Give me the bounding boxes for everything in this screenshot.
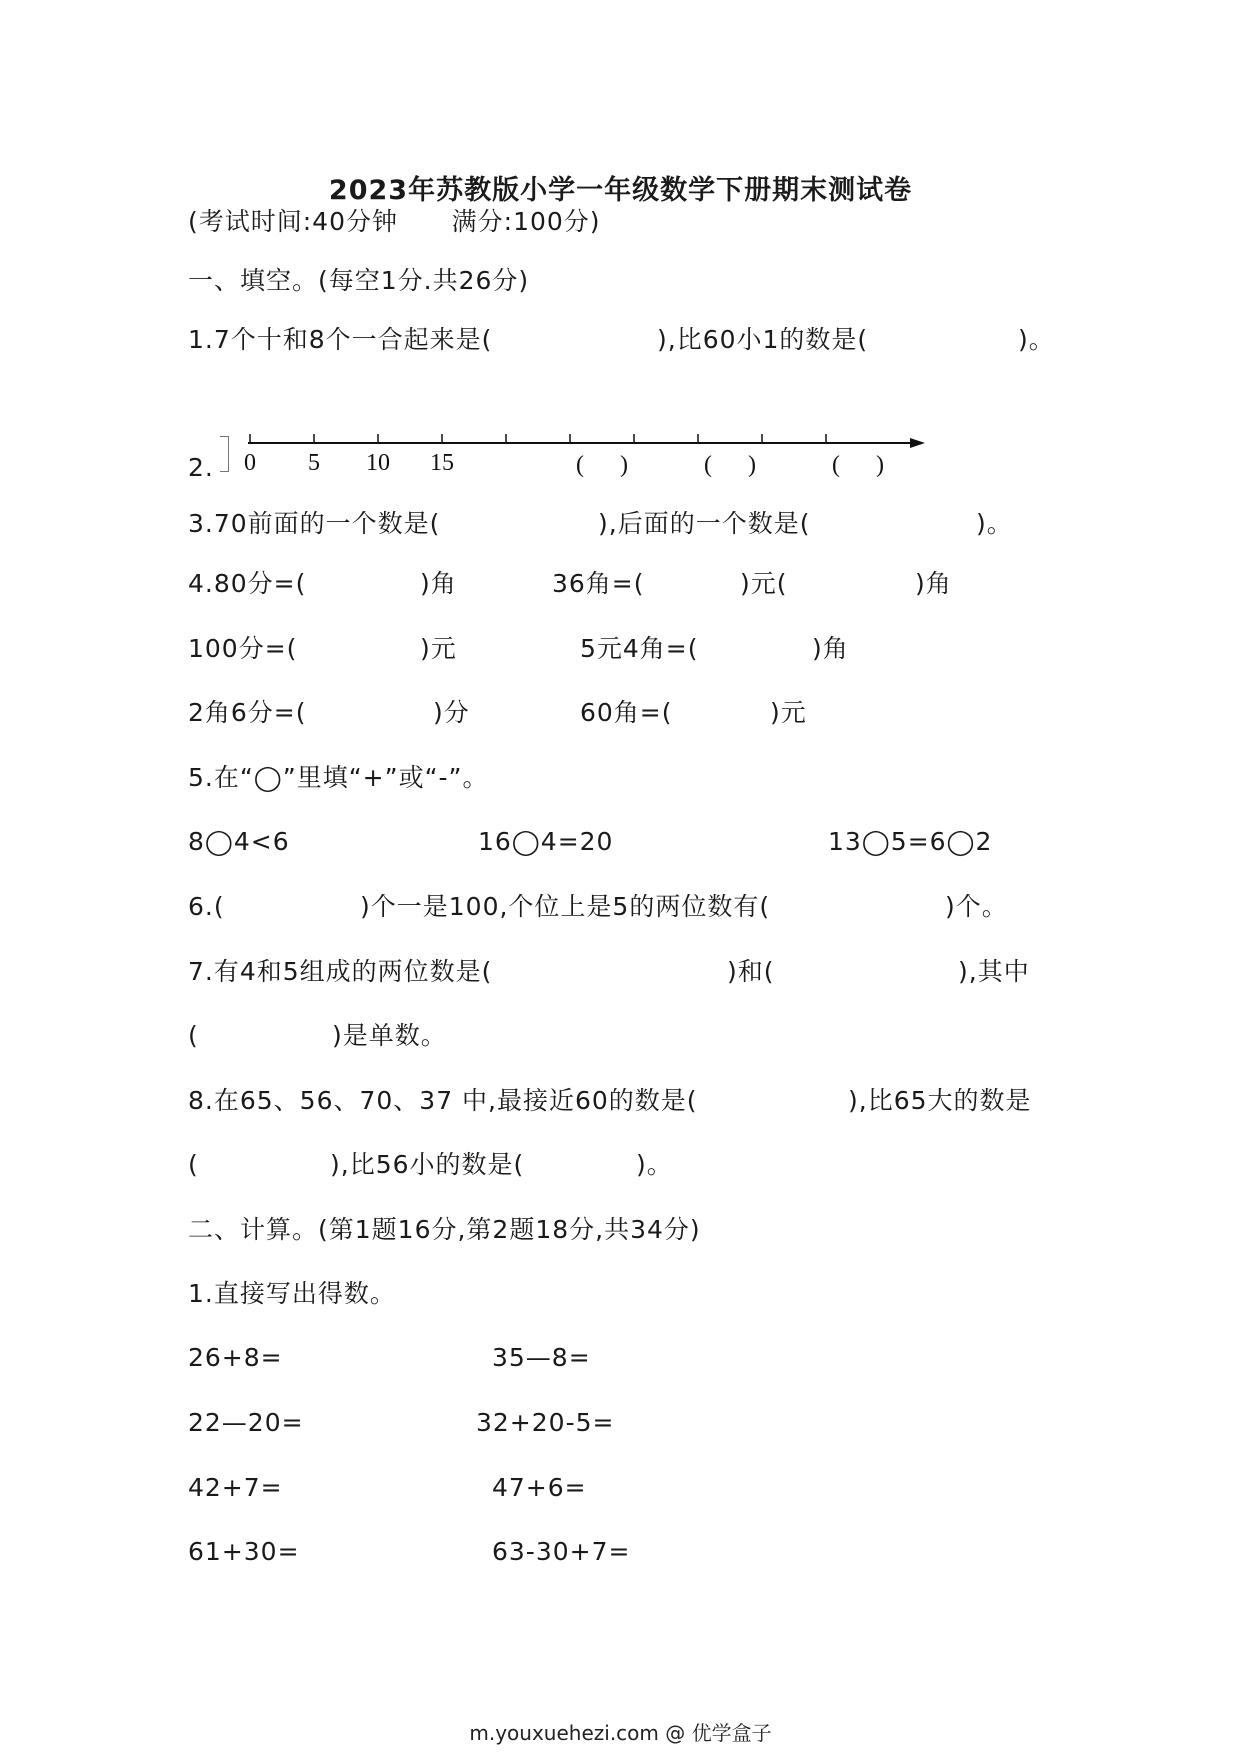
calc-item: 47+6= xyxy=(492,1473,587,1502)
question-1-part-b: ),比60小1的数是( xyxy=(657,325,869,354)
question-4-row3-a: 2角6分=( xyxy=(188,698,307,727)
tick-label-5: 5 xyxy=(308,450,320,476)
calc-intro: 1.直接写出得数。 xyxy=(188,1279,396,1308)
question-6-part-a: 6.( xyxy=(188,892,225,921)
question-7-part-c: ),其中 xyxy=(958,957,1030,986)
number-line-arrow xyxy=(910,438,925,448)
question-5-item-b: 16◯4=20 xyxy=(478,827,614,856)
question-2-number: 2. xyxy=(188,453,214,482)
question-4-row1-d: )元( xyxy=(740,569,788,598)
question-4-row1-c: 36角=( xyxy=(552,569,645,598)
question-5-item-c: 13◯5=6◯2 xyxy=(828,827,993,856)
calc-item: 22—20= xyxy=(188,1408,304,1437)
question-3-part-a: 3.70前面的一个数是( xyxy=(188,509,441,538)
question-4-row3-b: )分 xyxy=(433,698,470,727)
calc-item: 35—8= xyxy=(492,1343,591,1372)
question-4-row2-b: )元 xyxy=(420,634,457,663)
question-4-row1-b: )角 xyxy=(420,569,457,598)
tick-label-10: 10 xyxy=(366,450,390,476)
bracket-mark xyxy=(220,436,229,472)
question-3-part-c: )。 xyxy=(976,509,1013,538)
section-2-header: 二、计算。(第1题16分,第2题18分,共34分) xyxy=(188,1215,701,1244)
number-line-blank-3: ( ) xyxy=(832,452,884,478)
question-5-item-a: 8◯4<6 xyxy=(188,827,290,856)
question-4-row1-e: )角 xyxy=(915,569,952,598)
calc-item: 32+20-5= xyxy=(476,1408,615,1437)
question-7-part-a: 7.有4和5组成的两位数是( xyxy=(188,957,493,986)
question-4-row3-d: )元 xyxy=(770,698,807,727)
question-4-row2-d: )角 xyxy=(812,634,849,663)
footer-watermark: m.youxuehezi.com @ 优学盒子 xyxy=(469,1721,772,1745)
number-line xyxy=(230,430,930,490)
question-5-text: 5.在“◯”里填“+”或“-”。 xyxy=(188,763,489,792)
exam-info: (考试时间:40分钟 满分:100分) xyxy=(188,207,601,236)
section-1-header: 一、填空。(每空1分.共26分) xyxy=(188,266,530,295)
number-line-ticks xyxy=(250,434,826,443)
question-3-part-b: ),后面的一个数是( xyxy=(598,509,811,538)
calc-item: 26+8= xyxy=(188,1343,283,1372)
calc-item: 42+7= xyxy=(188,1473,283,1502)
question-7-part-d: ( xyxy=(188,1021,199,1050)
question-8-part-b: ),比65大的数是 xyxy=(848,1086,1032,1115)
question-8-part-a: 8.在65、56、70、37 中,最接近60的数是( xyxy=(188,1086,698,1115)
question-6-part-b: )个一是100,个位上是5的两位数有( xyxy=(360,892,771,921)
question-4-row3-c: 60角=( xyxy=(580,698,673,727)
calc-item: 63-30+7= xyxy=(492,1537,631,1566)
question-6-part-c: )个。 xyxy=(945,892,1008,921)
question-7-part-e: )是单数。 xyxy=(332,1021,447,1050)
tick-label-15: 15 xyxy=(430,450,454,476)
page-title: 2023年苏教版小学一年级数学下册期末测试卷 xyxy=(328,175,913,206)
question-1-part-a: 1.7个十和8个一合起来是( xyxy=(188,325,493,354)
calc-item: 61+30= xyxy=(188,1537,300,1566)
question-8-part-e: )。 xyxy=(636,1150,673,1179)
question-4-row1-a: 4.80分=( xyxy=(188,569,307,598)
question-7-part-b: )和( xyxy=(727,957,775,986)
number-line-blank-2: ( ) xyxy=(704,452,756,478)
number-line-blank-1: ( ) xyxy=(576,452,628,478)
question-8-part-c: ( xyxy=(188,1150,199,1179)
question-8-part-d: ),比56小的数是( xyxy=(330,1150,525,1179)
question-4-row2-c: 5元4角=( xyxy=(580,634,699,663)
tick-label-0: 0 xyxy=(244,450,256,476)
question-1-part-c: )。 xyxy=(1018,325,1055,354)
question-4-row2-a: 100分=( xyxy=(188,634,298,663)
